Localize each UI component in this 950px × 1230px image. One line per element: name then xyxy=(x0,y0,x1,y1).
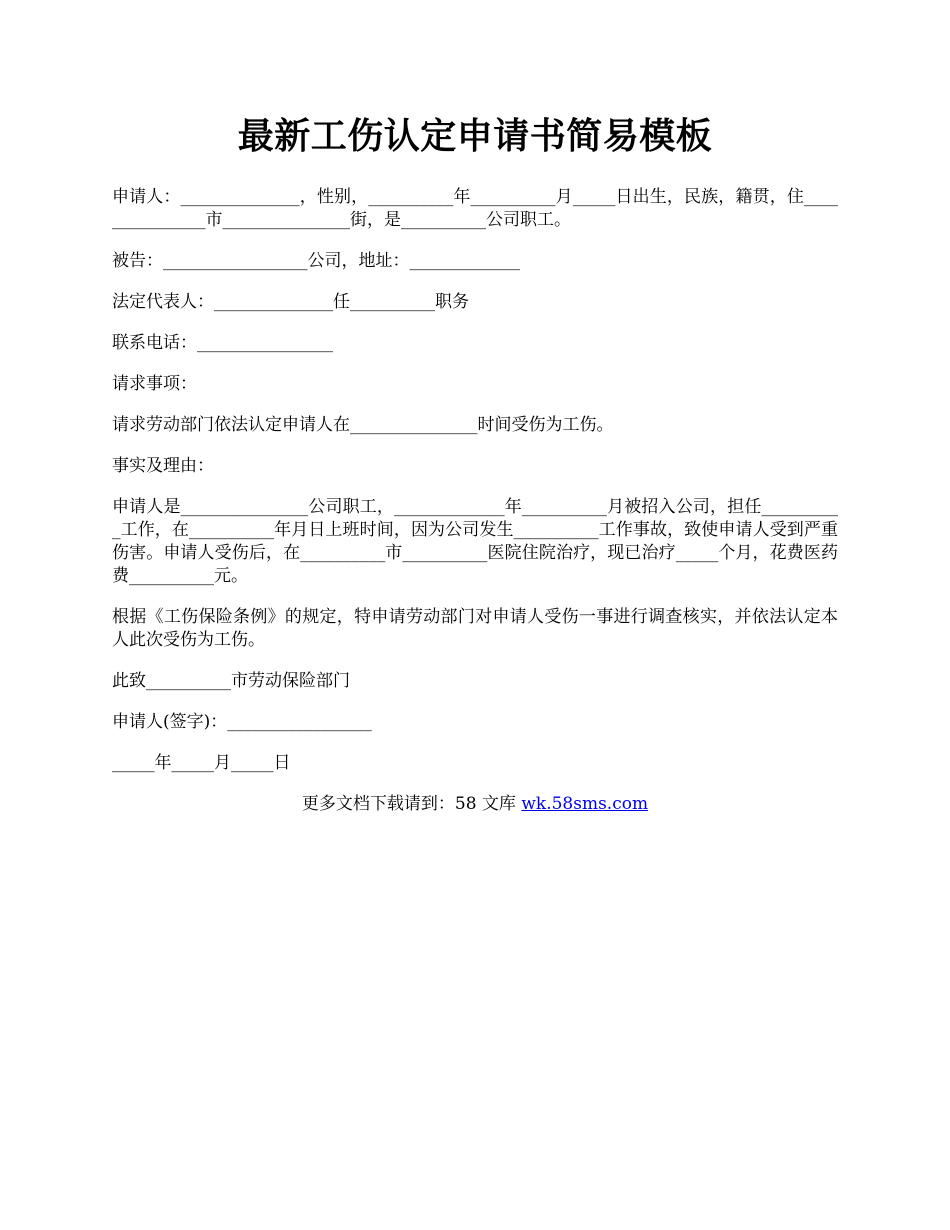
facts-heading: 事实及理由： xyxy=(112,456,214,476)
addressee-paragraph: 此致__________市劳动保险部门 xyxy=(112,671,350,691)
footer-link[interactable]: wk.58sms.com xyxy=(521,794,649,814)
date-paragraph: _____年_____月_____日 xyxy=(112,753,291,773)
download-footer xyxy=(112,793,838,816)
request-paragraph: 请求劳动部门依法认定申请人在_______________时间受伤为工伤。 xyxy=(112,415,614,435)
footer-text: 更多文档下载请到：58 文库 xyxy=(301,794,522,814)
legal-representative-paragraph: 法定代表人：______________任__________职务 xyxy=(112,292,469,312)
applicant-info-paragraph: 申请人：______________，性别，__________年__________月_____日出生，民族，籍贯，住_______________市_______________街，是__________公司职工。 xyxy=(112,187,838,230)
signature-paragraph: 申请人(签字)：_________________ xyxy=(112,712,372,732)
legal-basis-paragraph: 根据《工伤保险条例》的规定，特申请劳动部门对申请人受伤一事进行调查核实，并依法认定本人此次受伤为工伤。 xyxy=(112,607,838,650)
request-heading: 请求事项： xyxy=(112,374,197,394)
contact-phone-paragraph: 联系电话：________________ xyxy=(112,333,333,353)
document-title: 最新工伤认定申请书简易模板 xyxy=(237,115,713,157)
facts-paragraph: 申请人是_______________公司职工，_____________年__________月被招入公司，担任__________工作，在__________年月日上班时间，因为公司发生__________工作事故，致使申请人受到严重伤害。申请人受伤后，在__________市__________医院住院治疗，现已治疗_____个月，花费医药费__________元。 xyxy=(112,497,838,586)
defendant-paragraph: 被告：_________________公司，地址：_____________ xyxy=(112,251,520,271)
